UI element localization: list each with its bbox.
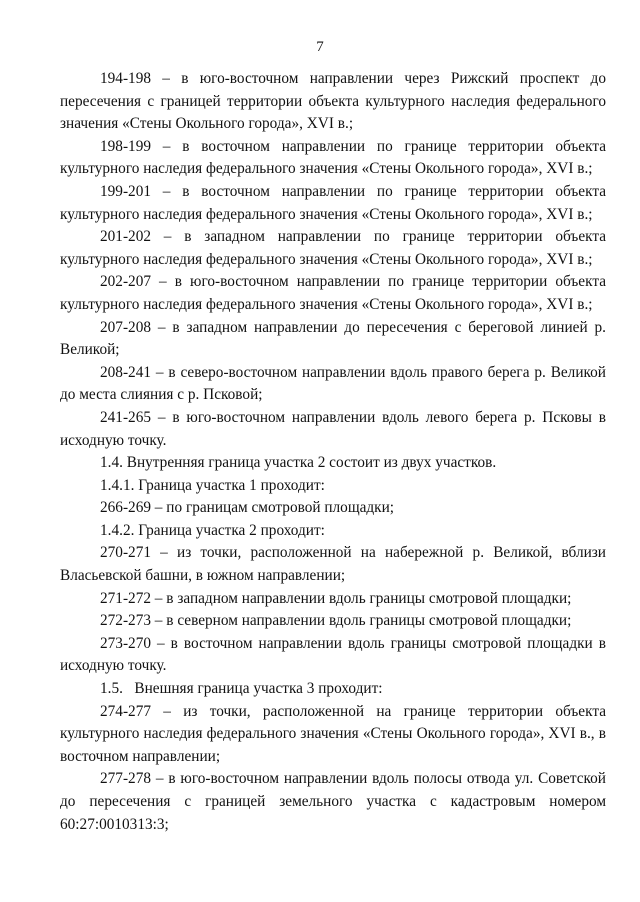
paragraph-270-271: 270-271 – из точки, расположенной на набережной р. Великой, вблизи Власьевской башни, в южном направлении; — [60, 544, 606, 585]
paragraph-271-272: 271-272 – в западном направлении вдоль границы смотровой площадки; — [100, 589, 572, 607]
paragraph-202-207: 202-207 – в юго-восточном направлении по границе территории объекта культурного наследия федерального значения «Стены Окольного города», XVI в.; — [60, 273, 606, 313]
paragraph-207-208: 207-208 – в западном направлении до пересечения с береговой линией р. Великой; — [60, 318, 606, 359]
paragraph-208-241: 208-241 – в северо-восточном направлении вдоль правого берега р. Великой до места слияния с р. Псковой; — [60, 363, 606, 404]
paragraph-272-273: 272-273 – в северном направлении вдоль границы смотровой площадки; — [100, 612, 572, 630]
paragraph-198-199: 198-199 – в восточном направлении по границе территории объекта культурного наследия федерального значения «Стены Окольного города», XVI в.; — [60, 137, 606, 178]
section-heading-1-4: 1.4. Внутренняя граница участка 2 состоит из двух участков. — [100, 454, 497, 472]
page-number: 7 — [316, 39, 324, 55]
paragraph-199-201: 199-201 – в восточном направлении по границе территории объекта культурного наследия федерального значения «Стены Окольного города», XVI в.; — [60, 182, 606, 223]
document-body — [60, 68, 606, 836]
paragraph-277-278: 277-278 – в юго-восточном направлении вдоль полосы отвода ул. Советской до пересечения с границей земельного участка с кадастровым номером 60:27:0010313:3; — [60, 770, 606, 833]
paragraph-194-198: 194-198 – в юго-восточном направлении через Рижский проспект до пересечения с границей территории объекта культурного наследия федерального значения «Стены Окольного города», XVI в.; — [60, 70, 606, 133]
paragraph-273-270: 273-270 – в восточном направлении вдоль границы смотровой площадки в исходную точку. — [60, 634, 606, 675]
paragraph-266-269: 266-269 – по границам смотровой площадки; — [100, 499, 395, 517]
paragraph-274-277: 274-277 – из точки, расположенной на границе территории объекта культурного наследия федерального значения «Стены Окольного города», XVI в., в восточном направлении; — [60, 702, 606, 765]
paragraph-201-202: 201-202 – в западном направлении по границе территории объекта культурного наследия федерального значения «Стены Окольного города», XVI в.; — [60, 228, 606, 268]
section-heading-1-4-2: 1.4.2. Граница участка 2 проходит: — [100, 521, 325, 539]
section-heading-1-5: 1.5. Внешняя граница участка 3 проходит: — [100, 680, 383, 698]
paragraph-241-265: 241-265 – в юго-восточном направлении вдоль левого берега р. Псковы в исходную точку. — [60, 408, 606, 449]
section-heading-1-4-1: 1.4.1. Граница участка 1 проходит: — [100, 476, 325, 494]
